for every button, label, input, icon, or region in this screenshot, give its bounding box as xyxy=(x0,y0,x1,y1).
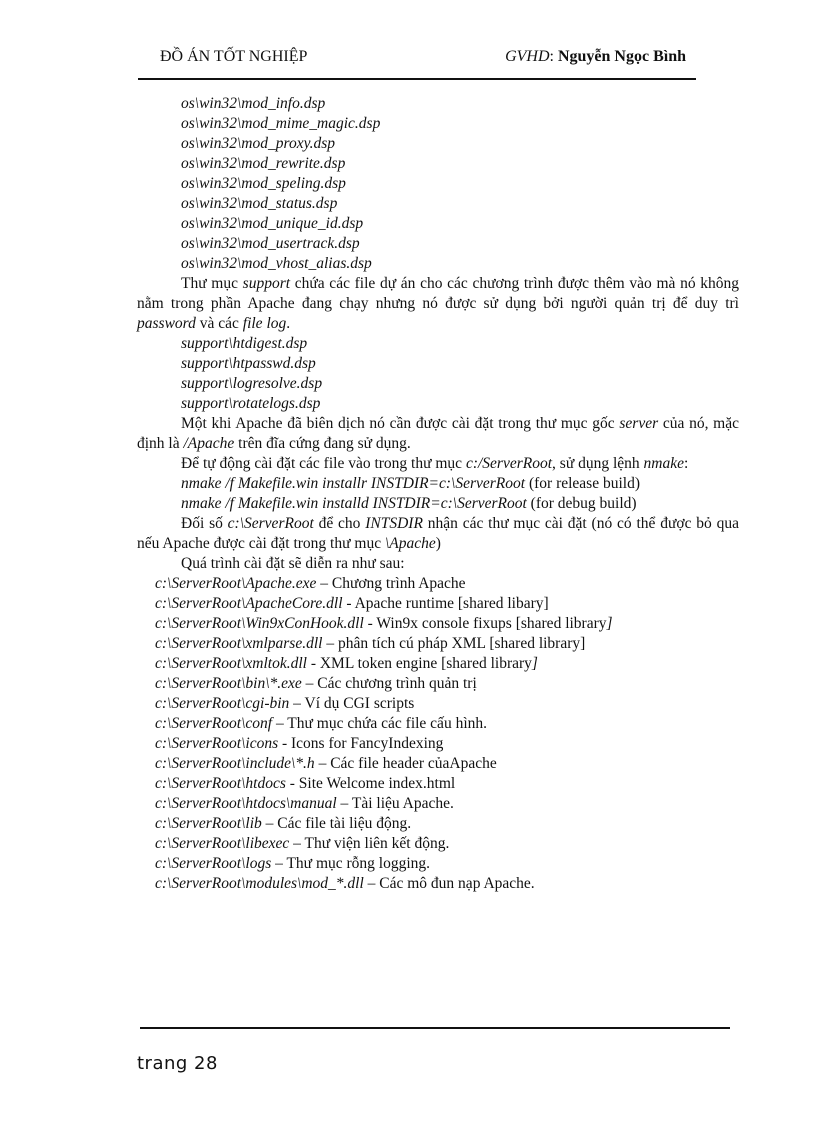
install-tail: ] xyxy=(531,655,538,672)
text-run: ) xyxy=(435,535,441,552)
install-item xyxy=(137,594,739,614)
install-item xyxy=(137,774,739,794)
footer-divider xyxy=(140,1027,730,1029)
install-path: c:\ServerRoot\htdocs xyxy=(155,775,286,792)
paragraph-support xyxy=(137,274,739,334)
text-run: support xyxy=(242,275,291,292)
install-desc: – Tài liệu Apache. xyxy=(336,795,454,812)
paragraph-override xyxy=(137,514,739,554)
install-path: c:\ServerRoot\bin\*.exe xyxy=(155,675,302,692)
header-advisor-label: GVHD xyxy=(505,48,550,65)
header-divider xyxy=(138,78,696,80)
text-run: /Apache xyxy=(183,435,235,452)
text-run: nhận các thư mục cài đặt (nó có thể được bỏ qua nếu Apache được cài đặt trong thư mục xyxy=(137,515,739,552)
text-run: c:\ServerRoot xyxy=(227,515,314,532)
install-item xyxy=(137,754,739,774)
text-run: để cho xyxy=(313,515,366,532)
text-run: Một khi Apache đã biên dịch nó cần được cài đặt trong thư mục gốc xyxy=(181,415,620,432)
install-path: c:\ServerRoot\htdocs\manual xyxy=(155,795,337,812)
support-file: support\htpasswd.dsp xyxy=(181,355,316,372)
install-desc: – phân tích cú pháp XML [shared library] xyxy=(322,635,586,652)
text-run: Thư mục xyxy=(181,275,243,292)
header-advisor xyxy=(505,48,686,66)
page-header xyxy=(140,46,696,70)
install-desc: - Icons for FancyIndexing xyxy=(278,735,444,752)
command-text: nmake /f Makefile.win installr INSTDIR=c:\ServerRoot xyxy=(181,475,526,492)
install-item xyxy=(137,854,739,874)
header-advisor-sep: : xyxy=(549,48,558,65)
install-item xyxy=(137,674,739,694)
support-file: support\rotatelogs.dsp xyxy=(181,395,321,412)
install-item xyxy=(137,814,739,834)
paragraph-process: Quá trình cài đặt sẽ diễn ra như sau: xyxy=(181,555,405,572)
text-run: INTSDIR xyxy=(365,515,423,532)
text-run: : xyxy=(683,455,689,472)
install-desc: - XML token engine [shared library xyxy=(306,655,532,672)
text-run: nmake xyxy=(643,455,684,472)
text-run: Đối số xyxy=(181,515,228,532)
install-desc: - Apache runtime [shared libary] xyxy=(342,595,549,612)
install-item xyxy=(137,714,739,734)
install-item xyxy=(137,654,739,674)
install-path: c:\ServerRoot\lib xyxy=(155,815,262,832)
install-path: c:\ServerRoot\ApacheCore.dll xyxy=(155,595,343,612)
text-run: \Apache xyxy=(384,535,436,552)
win32-file: os\win32\mod_speling.dsp xyxy=(181,175,346,192)
install-desc: – Thư viện liên kết động. xyxy=(289,835,450,852)
text-run: c:/ServerRoot xyxy=(465,455,553,472)
support-file: support\htdigest.dsp xyxy=(181,335,308,352)
win32-file: os\win32\mod_usertrack.dsp xyxy=(181,235,360,252)
win32-file: os\win32\mod_unique_id.dsp xyxy=(181,215,364,232)
paragraph-auto-install xyxy=(137,454,739,474)
win32-file: os\win32\mod_proxy.dsp xyxy=(181,135,336,152)
install-desc: – Các chương trình quản trị xyxy=(301,675,477,692)
nmake-command xyxy=(137,474,739,494)
command-text: nmake /f Makefile.win installd INSTDIR=c:\ServerRoot xyxy=(181,495,527,512)
install-path: c:\ServerRoot\icons xyxy=(155,735,279,752)
header-advisor-name: Nguyễn Ngọc Bình xyxy=(557,48,686,65)
install-item xyxy=(137,794,739,814)
install-desc: - Site Welcome index.html xyxy=(285,775,456,792)
install-desc: – Các file tài liệu động. xyxy=(261,815,412,832)
install-path: c:\ServerRoot\Win9xConHook.dll xyxy=(155,615,364,632)
text-run: server xyxy=(619,415,659,432)
install-path: c:\ServerRoot\libexec xyxy=(155,835,290,852)
paragraph-compile xyxy=(137,414,739,454)
win32-file: os\win32\mod_status.dsp xyxy=(181,195,338,212)
win32-file: os\win32\mod_vhost_alias.dsp xyxy=(181,255,372,272)
install-path: c:\ServerRoot\include\*.h xyxy=(155,755,315,772)
install-path: c:\ServerRoot\xmltok.dll xyxy=(155,655,307,672)
install-path: c:\ServerRoot\logs xyxy=(155,855,272,872)
page-number: trang 28 xyxy=(137,1053,218,1074)
install-desc: – Ví dụ CGI scripts xyxy=(289,695,415,712)
install-path: c:\ServerRoot\conf xyxy=(155,715,273,732)
install-tail: ] xyxy=(606,615,613,632)
text-run: của nó, mặc định là xyxy=(137,415,739,452)
text-run: . xyxy=(286,315,291,332)
support-file: support\logresolve.dsp xyxy=(181,375,323,392)
text-run: file log xyxy=(242,315,287,332)
install-desc: – Chương trình Apache xyxy=(316,575,466,592)
install-path: c:\ServerRoot\xmlparse.dll xyxy=(155,635,323,652)
page-body xyxy=(137,94,739,894)
install-desc: – Thư mục chứa các file cấu hình. xyxy=(272,715,487,732)
install-path: c:\ServerRoot\Apache.exe xyxy=(155,575,317,592)
install-path: c:\ServerRoot\cgi-bin xyxy=(155,695,290,712)
text-run: Để tự động cài đặt các file vào trong thư mục xyxy=(181,455,466,472)
header-title: ĐỒ ÁN TỐT NGHIỆP xyxy=(160,48,308,65)
text-run: chứa các file dự án cho các chương trình được thêm vào mà nó không nằm trong phần Apache đang chạy nhưng nó được sử dụng bởi người quản trị để duy trì xyxy=(137,275,739,312)
text-run: , sử dụng lệnh xyxy=(552,455,644,472)
install-desc: – Các mô đun nạp Apache. xyxy=(363,875,535,892)
install-item xyxy=(137,614,739,634)
text-run: và các xyxy=(195,315,243,332)
install-item xyxy=(137,834,739,854)
install-item xyxy=(137,694,739,714)
command-note: (for release build) xyxy=(525,475,640,492)
command-note: (for debug build) xyxy=(526,495,637,512)
win32-file: os\win32\mod_mime_magic.dsp xyxy=(181,115,381,132)
nmake-command xyxy=(137,494,739,514)
text-run: trên đĩa cứng đang sử dụng. xyxy=(234,435,411,452)
install-desc: – Các file header củaApache xyxy=(314,755,497,772)
install-item xyxy=(137,634,739,654)
win32-file: os\win32\mod_rewrite.dsp xyxy=(181,155,346,172)
install-item xyxy=(137,874,739,894)
win32-file: os\win32\mod_info.dsp xyxy=(181,95,326,112)
text-run: password xyxy=(137,315,196,332)
install-item xyxy=(137,734,739,754)
install-path: c:\ServerRoot\modules\mod_*.dll xyxy=(155,875,364,892)
install-desc: - Win9x console fixups [shared library xyxy=(363,615,607,632)
install-desc: – Thư mục rỗng logging. xyxy=(271,855,431,872)
install-item xyxy=(137,574,739,594)
